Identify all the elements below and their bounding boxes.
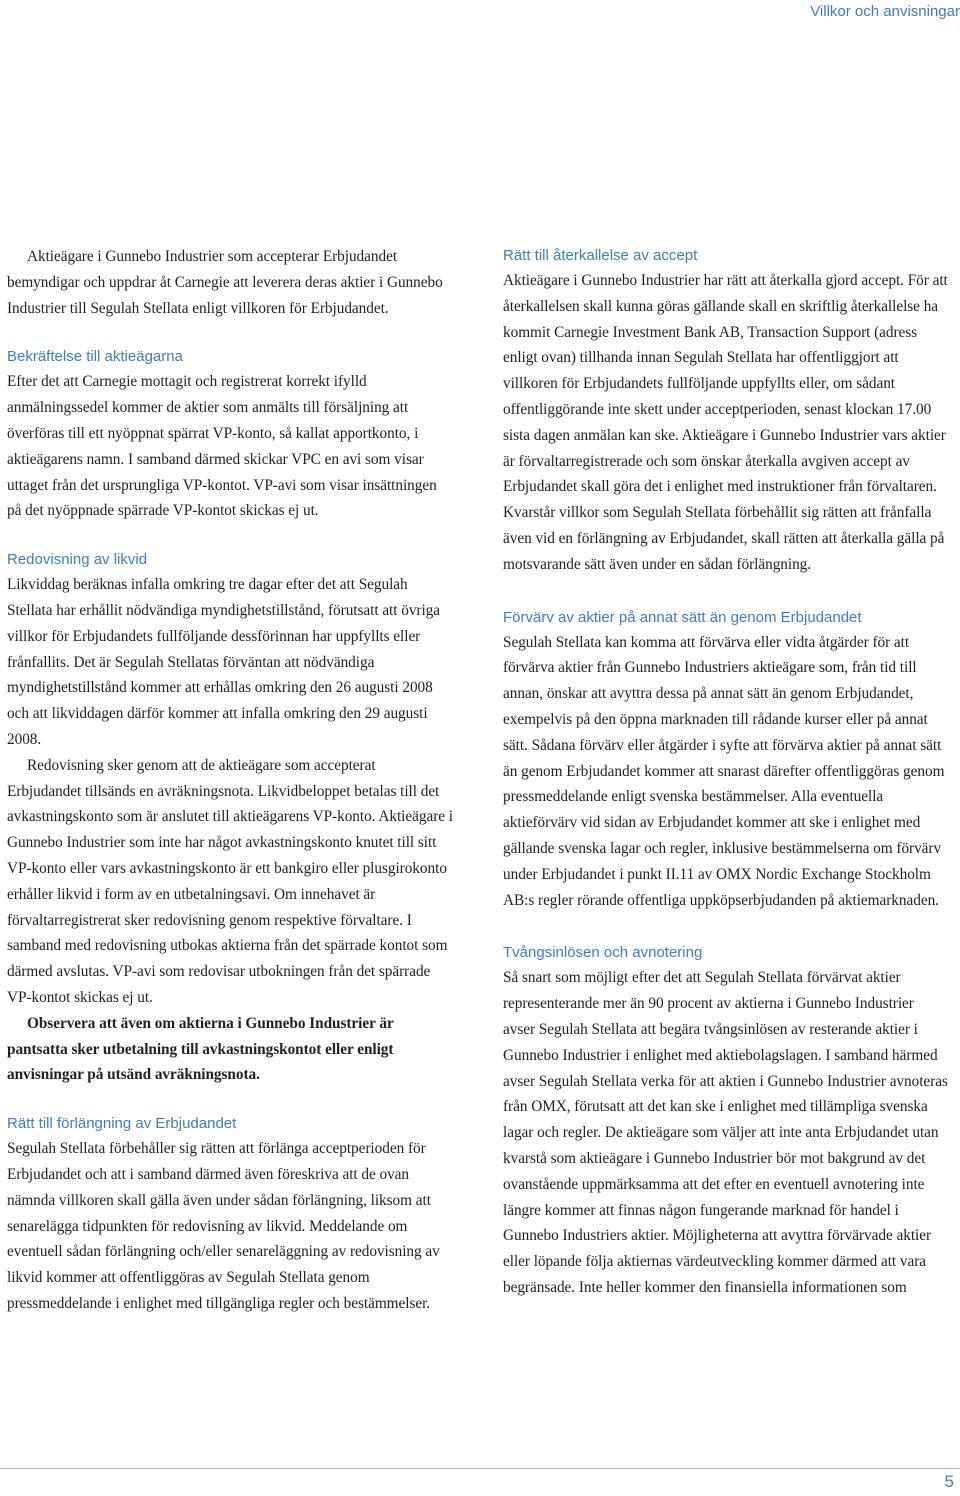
intro-paragraph: Aktieägare i Gunnebo Industrier som accepterar Erbjudandet bemyndigar och uppdrar åt Carnegie att leverera deras aktier i Gunnebo Industrier till Segulah Stellata enligt villkoren för Erbjudandet. xyxy=(7,248,443,317)
settlement-paragraph-1: Likviddag beräknas infalla omkring tre dagar efter det att Segulah Stellata har erhållit nödvändiga myndighetstillstånd, förutsatt att övriga villkor för Erbjudandets fullföljande dessförinnan har uppfyllts eller frånfallits. Det är Segulah Stellatas förväntan att nödvändiga myndighetstillstånd kommer att erhållas omkring den 26 augusti 2008 och att likviddagen därför kommer att infalla omkring den 29 augusti 2008. xyxy=(7,576,441,748)
acquisition-paragraph: Segulah Stellata kan komma att förvärva eller vidta åtgärder för att förvärva aktier från Gunnebo Industriers aktieägare som, från tid till annan, önskar att avyttra dessa på annat sätt än genom Erbjudandet, exempelvis på den öppna marknaden till rådande kurser eller på annat sätt. Sådana förvärv eller åtgärder i syfte att förvärva aktier på annat sätt än genom Erbjudandet kommer att snarast därefter offentliggöras genom pressmeddelande enligt svenska bestämmelser. Alla eventuella aktieförvärv vid sidan av Erbjudandet kommer att ske i enlighet med gällande svenska lagar och regler, inklusive bestämmelserna om förvärv under Erbjudandet i punkt II.11 av OMX Nordic Exchange Stockholm AB:s regler rörande offentliga uppköpserbjudanden på aktiemarknaden. xyxy=(503,633,945,909)
page-number: 5 xyxy=(944,1472,954,1491)
heading-squeeze-out: Tvångsinlösen och avnotering xyxy=(503,944,703,962)
heading-extension: Rätt till förlängning av Erbjudandet xyxy=(7,1115,237,1133)
settlement-bold-note: Observera att även om aktierna i Gunnebo Industrier är pantsatta sker utbetalning till avkastningskontot eller enligt anvisningar på utsänd avräkningsnota. xyxy=(7,1014,394,1084)
heading-acquisition: Förvärv av aktier på annat sätt än genom Erbjudandet xyxy=(503,608,862,626)
confirmation-paragraph: Efter det att Carnegie mottagit och registrerat korrekt ifylld anmälningssedel kommer de aktier som anmälts till försäljning att överföras till ett nyöppnat spärrat VP-konto, så kallat apportkonto, i aktieägarens namn. I samband därmed skickar VPC en avi som visar uttaget från det ursprungliga VP-kontot. VP-avi som visar insättningen på det nyöppnade spärrade VP-kontot skickas ej ut. xyxy=(7,373,437,520)
withdrawal-paragraph: Aktieägare i Gunnebo Industrier har rätt att återkalla gjord accept. För att återkallelsen skall kunna göras gällande skall en skriftlig återkallelse ha kommit Carnegie Investment Bank AB, Transaction Support (adress enligt ovan) tillhanda innan Segulah Stellata har offentliggjort att villkoren för Erbjudandets fullföljande uppfyllts eller, om sådant offentliggörande inte skett under acceptperioden, senast klockan 17.00 sista dagen anmälan kan ske. Aktieägare i Gunnebo Industrier vars aktier är förvaltarregistrerade och som önskar återkalla avgiven accept av Erbjudandet skall göra det i enlighet med instruktioner från förvaltaren. Kvarstår villkor som Segulah Stellata förbehållit sig rätten att frånfalla även vid en förlängning av Erbjudandet, skall rätten att återkalla gälla på motsvarande sätt även under en sådan förlängning. xyxy=(503,272,948,573)
left-column xyxy=(7,244,453,1317)
extension-paragraph: Segulah Stellata förbehåller sig rätten att förlänga acceptperioden för Erbjudandet och att i samband därmed även föreskriva att de ovan nämnda villkoren skall gälla även under sådan förlängning, liksom att senarelägga tidpunkten för redovisning av likvid. Meddelande om eventuell sådan förlängning och/eller senareläggning av redovisning av likvid kommer att offentliggöras av Segulah Stellata genom pressmeddelande i enlighet med tillgängliga regler och bestämmelser. xyxy=(7,1140,440,1312)
heading-withdrawal: Rätt till återkallelse av accept xyxy=(503,247,698,264)
footer-divider xyxy=(0,1468,960,1469)
squeeze-out-paragraph: Så snart som möjligt efter det att Segulah Stellata förvärvat aktier representerande mer än 90 procent av aktierna i Gunnebo Industrier avser Segulah Stellata att begära tvångsinlösen av resterande aktier i Gunnebo Industrier i enlighet med aktiebolagslagen. I samband härmed avser Segulah Stellata verka för att aktien i Gunnebo Industrier avnoteras från OMX, förutsatt att det kan ske i enlighet med tillämpliga svenska lagar och regler. De aktieägare som väljer att inte anta Erbjudandet utan kvarstå som aktieägare i Gunnebo Industrier bör mot bakgrund av det ovanstående uppmärksamma att det efter en eventuell avnotering inte längre kommer att finnas någon fungerande marknad för handel i Gunnebo Industriers aktier. Möjligheterna att avyttra förvärvade aktier eller löpande följa aktiernas värdeutveckling kommer därmed att vara begränsade. Inte heller kommer den finansiella informationen som xyxy=(503,969,948,1296)
settlement-paragraph-2: Redovisning sker genom att de aktieägare som accepterat Erbjudandet tillsänds en avräkningsnota. Likvidbeloppet betalas till det avkastningskonto som är anslutet till aktieägarens VP-konto. Aktieägare i Gunnebo Industrier som inte har något avkastningskonto knutet till sitt VP-konto eller vars avkastningskonto är ett bankgiro eller plusgirokonto erhåller likvid i form av en utbetalningsavi. Om innehavet är förvaltarregistrerat sker redovisning genom respektive förvaltare. I samband med redovisning utbokas aktierna från det spärrade kontot som därmed avslutas. VP-avi som redovisar utbokningen från det spärrade VP-kontot skickas ej ut. xyxy=(7,756,453,1006)
section-header: Villkor och anvisningar xyxy=(810,3,960,20)
heading-confirmation: Bekräftelse till aktieägarna xyxy=(7,348,183,366)
heading-settlement: Redovisning av likvid xyxy=(7,551,148,569)
right-column xyxy=(503,244,949,1301)
